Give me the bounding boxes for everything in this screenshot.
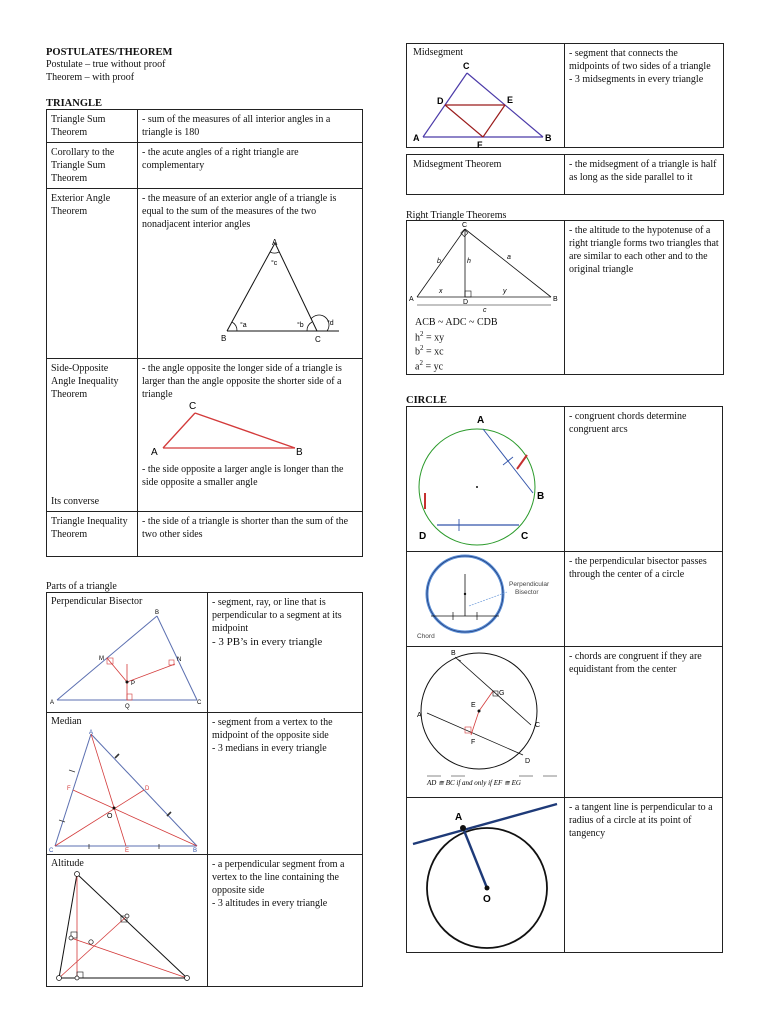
midpoint-label-f: F xyxy=(67,786,71,792)
part-description-cell xyxy=(208,713,363,855)
chord-label: Chord xyxy=(417,633,435,640)
center-label-e: E xyxy=(471,702,476,709)
midpoint-label-e: E xyxy=(125,848,130,854)
equation-a-lhs: a xyxy=(415,361,420,373)
tangent-line-cell xyxy=(407,798,565,953)
midpoint-label-f: F xyxy=(477,140,483,150)
vertex-label-a: A xyxy=(151,447,158,458)
equation-b xyxy=(415,344,556,359)
vertex-label-b: B xyxy=(155,610,160,616)
point-label-m: M xyxy=(99,656,104,662)
perpendicular-bisector-diagram xyxy=(47,608,205,708)
equation-h xyxy=(415,330,556,345)
part-description: - segment, ray, or line that is perpendicular to a segment at its midpoint xyxy=(212,597,342,634)
midpoint-label-e: E xyxy=(507,95,514,105)
page-title: POSTULATES/THEOREM xyxy=(46,47,173,58)
height-label-h: h xyxy=(467,258,471,265)
tangent-point-label-a: A xyxy=(455,812,463,823)
theorem-description-cell xyxy=(138,189,363,359)
midsegment-count: - 3 midsegments in every triangle xyxy=(569,74,704,85)
congruent-chords-diagram xyxy=(407,407,563,547)
vertex-label-c: C xyxy=(189,401,197,412)
point-label-c: C xyxy=(535,722,541,729)
theorem-description-cell xyxy=(138,359,363,512)
midpoint-label-d: D xyxy=(437,96,444,106)
point-label-p: P xyxy=(131,681,136,687)
parts-table xyxy=(46,592,363,987)
vertex-label-b: B xyxy=(296,447,303,458)
theorem-description: - the midsegment of a triangle is half as long as the side parallel to it xyxy=(565,155,724,195)
midpoint-label-d: D xyxy=(145,786,150,792)
vertex-label-b: B xyxy=(545,133,552,143)
congruence-statement: AD ≅ BC if and only if EF ≅ EG xyxy=(427,779,521,787)
parts-heading: Parts of a triangle xyxy=(46,581,117,592)
perpendicular-bisector-label-1: Perpendicular xyxy=(509,581,550,588)
center-label-o: O xyxy=(483,894,491,905)
right-triangle-diagram xyxy=(407,221,563,313)
converse-description: - the side opposite a larger angle is longer than the side opposite a smaller angle xyxy=(142,464,344,488)
centroid-label: O xyxy=(107,813,113,820)
segment-label-y: y xyxy=(503,288,507,295)
foot-label-d: D xyxy=(463,299,469,306)
theorem-description: - the side of a triangle is shorter than the sum of the two other sides xyxy=(138,512,363,557)
altitude-cell xyxy=(47,855,208,987)
point-label-q: Q xyxy=(125,704,130,710)
point-label-d: D xyxy=(419,531,427,542)
part-name: Perpendicular Bisector xyxy=(51,596,143,607)
part-description: - a perpendicular segment from a vertex to the line containing the opposite side xyxy=(212,859,345,896)
midsegment-theorem-table xyxy=(406,154,724,195)
point-label-b: B xyxy=(451,650,456,657)
right-triangle-table xyxy=(406,220,724,375)
midsegment-cell xyxy=(407,44,565,148)
equation-h-lhs: h xyxy=(415,331,420,343)
triangle-theorems-table xyxy=(46,109,363,557)
exponent: 2 xyxy=(420,344,424,353)
point-label-a: A xyxy=(417,712,422,719)
altitude-diagram xyxy=(47,870,205,982)
part-description-cell xyxy=(208,593,363,713)
point-label-n: N xyxy=(177,657,182,663)
similarity-statement: ACB ~ ADC ~ CDB xyxy=(415,317,498,328)
side-label-b: b xyxy=(437,258,441,265)
point-label-c: C xyxy=(521,531,529,542)
angle-label-d: °d xyxy=(327,320,334,327)
equidistant-chords-cell xyxy=(407,647,565,798)
theorem-definition: Theorem – with proof xyxy=(46,72,135,83)
point-label-b: B xyxy=(537,491,545,502)
segment-label-x: x xyxy=(439,288,443,295)
circle-heading: CIRCLE xyxy=(406,395,447,406)
circle-description: - chords are congruent if they are equidistant from the center xyxy=(565,647,723,798)
circle-table xyxy=(406,406,723,953)
vertex-label-c: C xyxy=(315,335,321,344)
theorem-name-text: Side-Opposite Angle Inequality Theorem xyxy=(51,363,119,400)
theorem-description: - the angle opposite the longer side of a triangle is larger than the angle opposite the shorter side of a triangle xyxy=(142,363,342,400)
circle-description: - the perpendicular bisector passes through the center of a circle xyxy=(565,552,723,647)
point-label-d: D xyxy=(525,758,531,765)
theorem-name xyxy=(47,359,138,512)
theorem-name: Triangle Sum Theorem xyxy=(47,110,138,143)
part-description: - segment from a vertex to the midpoint of the opposite side xyxy=(212,717,333,741)
vertex-label-a: A xyxy=(272,238,278,247)
median-diagram xyxy=(47,728,205,854)
vertex-label-c: C xyxy=(49,848,54,854)
hypotenuse-label-c: c xyxy=(483,307,487,314)
midsegment-table xyxy=(406,43,724,148)
triangle-heading: TRIANGLE xyxy=(46,98,103,109)
postulate-definition: Postulate – true without proof xyxy=(46,59,166,70)
theorem-description: - the acute angles of a right triangle are complementary xyxy=(138,143,363,189)
exponent: 2 xyxy=(420,329,424,338)
equation-a xyxy=(415,359,556,374)
vertex-label-c: C xyxy=(462,222,468,229)
vertex-label-a: A xyxy=(89,730,94,736)
vertex-label-b: B xyxy=(221,334,227,343)
exterior-angle-diagram xyxy=(217,239,357,344)
equation-b-lhs: b xyxy=(415,346,420,358)
point-label-a: A xyxy=(477,415,485,426)
right-triangle-cell xyxy=(407,221,565,375)
angle-label-c: °c xyxy=(271,260,278,267)
part-count: - 3 PB’s in every triangle xyxy=(212,636,323,648)
part-name: Median xyxy=(51,716,82,727)
theorem-name: Triangle Inequality Theorem xyxy=(47,512,138,557)
vertex-label-b: B xyxy=(553,296,558,303)
midsegment-diagram xyxy=(407,59,563,150)
equation-b-rhs: = xc xyxy=(423,346,444,358)
angle-label-b: °b xyxy=(297,322,304,329)
circle-description: - a tangent line is perpendicular to a radius of a circle at its point of tangency xyxy=(565,798,723,953)
right-triangle-formulas xyxy=(407,317,564,374)
vertex-label-b: B xyxy=(193,848,198,854)
perpendicular-bisector-circle-diagram xyxy=(407,552,563,642)
vertex-label-a: A xyxy=(50,700,55,706)
equidistant-chords-diagram xyxy=(407,647,563,793)
part-count: - 3 altitudes in every triangle xyxy=(212,898,328,909)
part-description-cell xyxy=(208,855,363,987)
equation-a-rhs: = yc xyxy=(422,361,444,373)
part-name: Altitude xyxy=(51,858,84,869)
vertex-label-a: A xyxy=(413,133,420,143)
equation-h-rhs: = xy xyxy=(423,331,445,343)
right-triangle-heading: Right Triangle Theorems xyxy=(406,210,507,221)
part-count: - 3 medians in every triangle xyxy=(212,743,327,754)
point-label-f: F xyxy=(471,739,476,746)
midsegment-name: Midsegment xyxy=(413,47,463,58)
angle-label-a: °a xyxy=(240,322,247,329)
converse-name: Its converse xyxy=(51,496,100,507)
perpendicular-bisector-cell xyxy=(407,552,565,647)
point-label-g: G xyxy=(499,690,505,697)
theorem-name: Corollary to the Triangle Sum Theorem xyxy=(47,143,138,189)
perpendicular-bisector-cell xyxy=(47,593,208,713)
tangent-line-diagram xyxy=(407,798,563,948)
side-label-a: a xyxy=(507,254,511,261)
perpendicular-bisector-label-2: Bisector xyxy=(515,589,539,596)
side-angle-inequality-diagram xyxy=(147,401,317,459)
theorem-name: Exterior Angle Theorem xyxy=(47,189,138,359)
theorem-name: Midsegment Theorem xyxy=(407,155,565,195)
right-triangle-description: - the altitude to the hypotenuse of a right triangle forms two triangles that are similar to each other and to the original triangle xyxy=(565,221,724,375)
midsegment-description: - segment that connects the midpoints of two sides of a triangle xyxy=(569,48,711,72)
theorem-description: - the measure of an exterior angle of a triangle is equal to the sum of the measures of the two nonadjacent interior angles xyxy=(142,193,337,230)
vertex-label-a: A xyxy=(409,296,414,303)
circle-description: - congruent chords determine congruent arcs xyxy=(565,407,723,552)
midsegment-description-cell xyxy=(565,44,724,148)
vertex-label-c: C xyxy=(197,700,202,706)
congruent-chords-cell xyxy=(407,407,565,552)
exponent: 2 xyxy=(419,359,423,368)
theorem-description: - sum of the measures of all interior angles in a triangle is 180 xyxy=(138,110,363,143)
vertex-label-c: C xyxy=(463,61,470,71)
median-cell xyxy=(47,713,208,855)
